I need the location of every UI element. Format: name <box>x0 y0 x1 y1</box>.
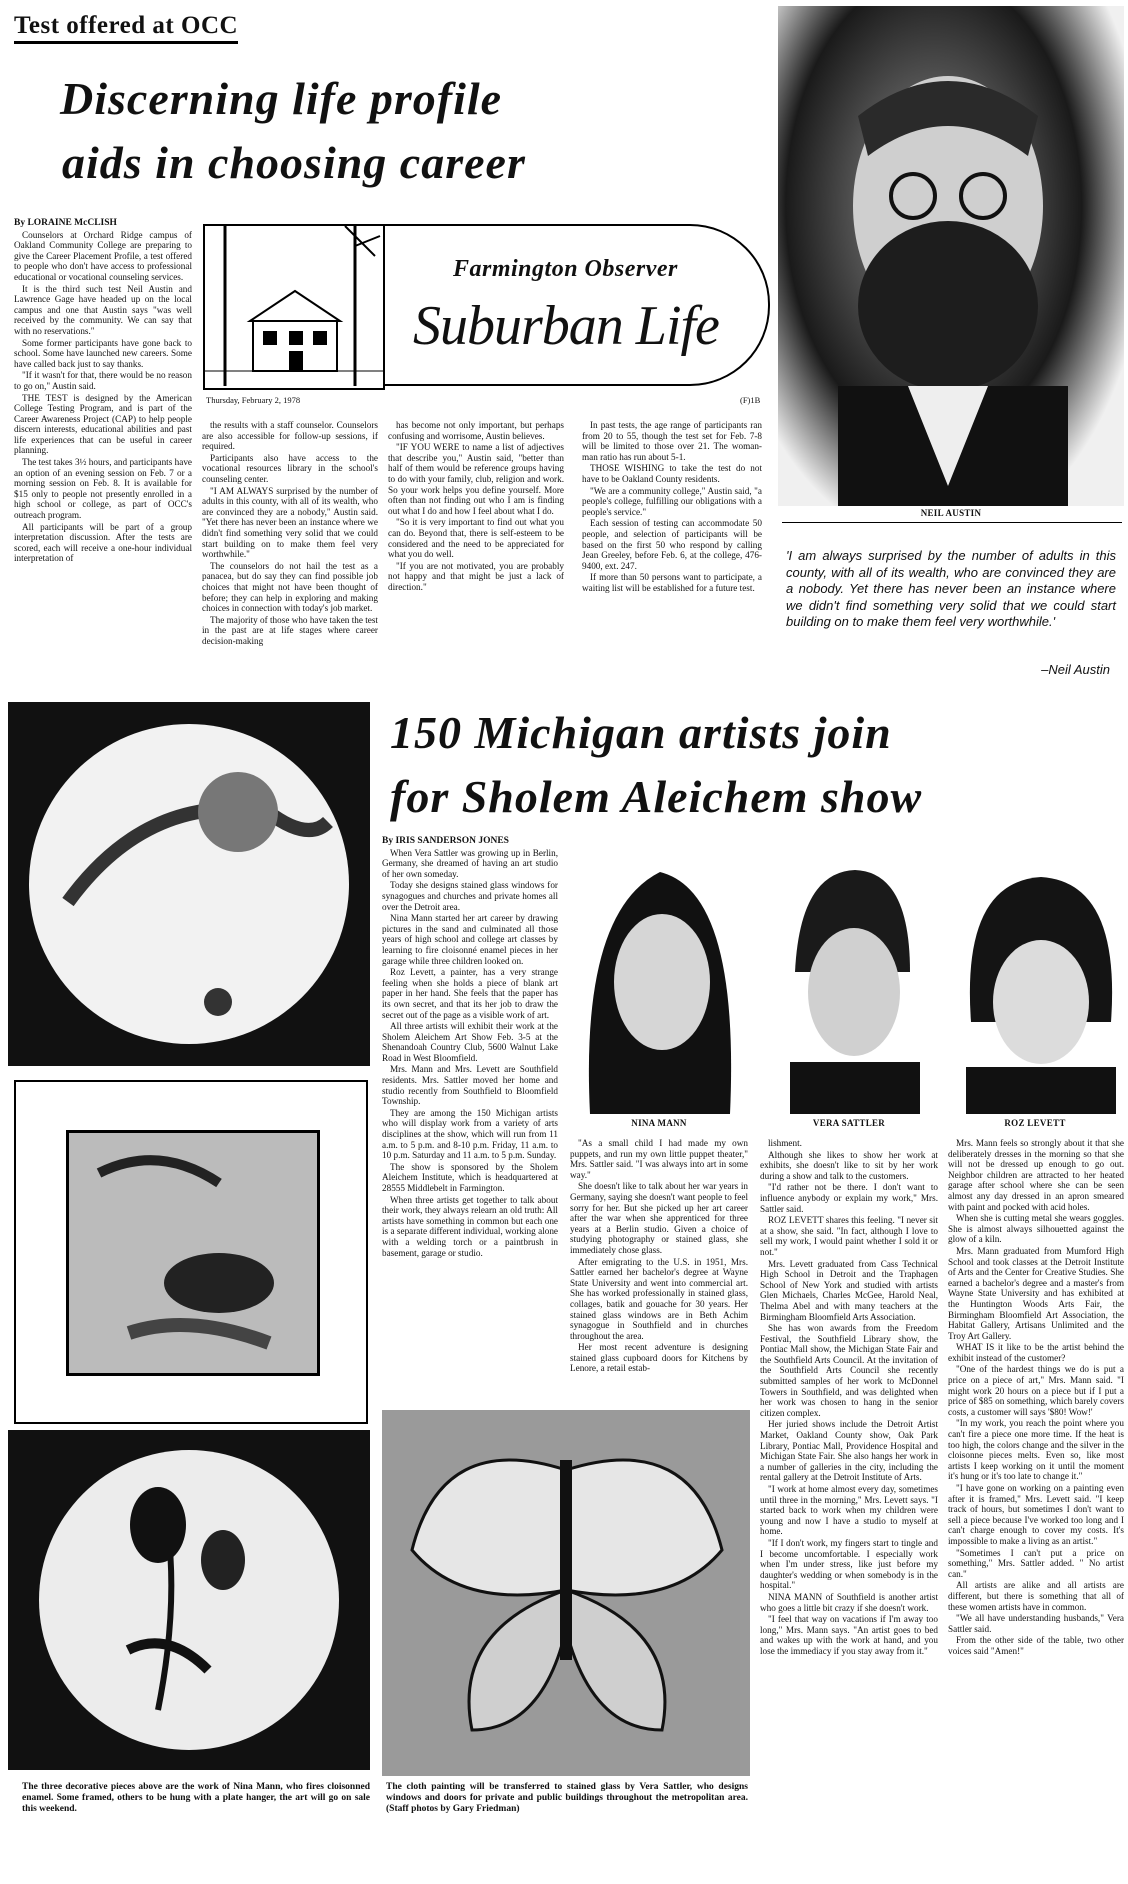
paragraph: "I have gone on working on a painting even after it is framed," Mrs. Levett said. "I keep track of hours, but sometimes I don't want to sell a piece because I've worked too long and I can't charge enough to cover my costs. It's impossible to make a living as an artist." <box>948 1483 1124 1546</box>
story2-col1 <box>382 836 558 1398</box>
pullquote-attribution: –Neil Austin <box>1041 662 1110 677</box>
masthead-house-image <box>203 224 385 390</box>
story1-headline-line2: aids in choosing career <box>62 137 526 188</box>
masthead-date: Thursday, February 2, 1978 <box>206 395 301 405</box>
story1-byline: By LORAINE McCLISH <box>14 218 117 228</box>
house-sketch <box>205 226 383 388</box>
neil-austin-caption: NEIL AUSTIN <box>920 508 982 518</box>
masthead-banner <box>383 224 770 386</box>
butterfly-art <box>382 1410 750 1776</box>
portrait-silhouette <box>778 6 1124 506</box>
paragraph: When Vera Sattler was growing up in Berlin, Germany, she dreamed of having an art studio of her own someday. <box>382 847 558 879</box>
paragraph: "I work at home almost every day, sometimes until three in the morning," Mrs. Levett says. "I started back to work when my children were young and now I have a studio to myself at home. <box>760 1484 938 1537</box>
paragraph: "Sometimes I can't put a price on something," Mrs. Sattler added. " No artist can." <box>948 1547 1124 1579</box>
paragraph: Mrs. Mann feels so strongly about it that she deliberately dresses in the morning so that she will not be dressed up enough to go out. Neighbor children are attracted to her heated garage after school where she can be seen almost any day dressed in an apron smeared with paint and pocked with acid holes. <box>948 1138 1124 1212</box>
story1-headline-line1: Discerning life profile <box>60 73 503 124</box>
roz-levett-photo <box>946 852 1124 1114</box>
roz-levett-caption: ROZ LEVETT <box>1004 1118 1066 1128</box>
neil-austin-photo <box>778 6 1124 506</box>
paragraph: the results with a staff counselor. Counselors are also accessible for follow-up sessions, if required. <box>202 420 378 452</box>
kicker: Test offered at OCC <box>14 12 238 44</box>
frame-inner <box>66 1130 320 1376</box>
story2-headline-line2: for Sholem Aleichem show <box>390 771 923 822</box>
masthead-section-name: Suburban Life <box>413 295 719 357</box>
paragraph: Roz Levett, a painter, has a very strange feeling when she holds a piece of blank art paper in her hand. She feels that the paper has its own secret, and that its her job to draw the secret out of the page as a visible work of art. <box>382 967 558 1020</box>
paragraph: From the other side of the table, two other voices said "Amen!" <box>948 1635 1124 1656</box>
paragraph: "As a small child I had made my own puppets, and run my own little puppet theater," Mrs. Sattler said. "I was always into art in some way." <box>570 1138 748 1180</box>
paragraph: All three artists will exhibit their work at the Sholem Aleichem Art Show Feb. 3-5 at the Shenandoah Country Club, 5600 Walnut Lake Road in West Bloomfield. <box>382 1021 558 1063</box>
masthead <box>203 224 773 386</box>
paragraph: All artists are alike and all artists are different, but there is something that all of these women artists have in common. <box>948 1580 1124 1612</box>
story2-col2 <box>570 1138 748 1398</box>
paragraph: Mrs. Mann and Mrs. Levett are Southfield residents. Mrs. Sattler moved her home and studio recently from Southfield to Bloomfield Township. <box>382 1064 558 1107</box>
paragraph: She has won awards from the Freedom Festival, the Southfield Library show, the Pontiac Mall show, the Michigan State Fair and the Southfield Arts Council. At the invitation of the Southfield Arts Council she recently submitted samples of her work to McDonnel Towers in Southfield, and was delighted when her work was chosen to hang in the senior citizen complex. <box>760 1323 938 1418</box>
story2-col3 <box>760 1138 938 1770</box>
paragraph: Mrs. Mann graduated from Mumford High School and took classes at the Detroit Institute of Arts and the Center for Creative Studies. She earned a bachelor's degree and a master's from Wayne State University and has exhibited at the Huntington Woods Arts Fair, the Birmingham Bloomfield Art Association, the Habitat Gallery, Artisans Unlimited and the Troy Art Gallery. <box>948 1245 1124 1341</box>
paragraph: In past tests, the age range of participants ran from 20 to 55, though the test set for Feb. 7-8 will be limited to those over 21. The woman-man ratio has run about 5-1. <box>582 420 762 462</box>
pullquote: 'I am always surprised by the number of adults in this county, with all of its wealth, who are convinced they are a nobody. Yet there has never been an instance where we didn't find something very solid that we could start building on to make them feel very worthwhile.' <box>786 548 1116 629</box>
paragraph: All participants will be part of a group interpretation discussion. After the tests are scored, each will receive a one-hour individual interpretation of <box>14 521 192 564</box>
bird-art <box>69 1133 317 1373</box>
paragraph: "I'd rather not be there. I don't want to influence anybody or explain my work," Mrs. Sattler said. <box>760 1182 938 1214</box>
tulip-plate-art <box>8 1430 370 1770</box>
paragraph: "So it is very important to find out what you can do. Beyond that, there is self-esteem to be considered and the need to be appreciated for what you do well. <box>388 517 564 560</box>
story1-col1 <box>14 218 192 676</box>
nina-mann-photo <box>570 852 748 1114</box>
paragraph: THE TEST is designed by the American College Testing Program, and is part of the Career Awareness Project (CAP) to help people discern interests, educational abilities and past life experiences that can be useful in career planning. <box>14 392 192 456</box>
enamel-plate-photo-1 <box>8 702 370 1066</box>
paragraph: Her juried shows include the Detroit Artist Market, Oakland County show, Oak Park Library, Pontiac Mall, Providence Hospital and Michigan State Fair. She also hangs her work in a number of galleries in the city, including the rental gallery at the Detroit Institute of Arts. <box>760 1419 938 1483</box>
story2-headline-line1: 150 Michigan artists join <box>390 707 892 758</box>
enamel-plate-photo-2 <box>8 1430 370 1770</box>
paragraph: After emigrating to the U.S. in 1951, Mrs. Sattler earned her bachelor's degree at Wayne State University and went into commercial art. She has worked professionally in stained glass, collages, batik and gouache for 30 years. Her stained glass windows are in Beth Achim synagogue in Southfield and in churches throughout the area. <box>570 1256 748 1341</box>
nina-mann-caption: NINA MANN <box>631 1118 687 1128</box>
paragraph: lishment. <box>768 1138 802 1148</box>
story2-byline: By IRIS SANDERSON JONES <box>382 836 509 846</box>
paragraph: Counselors at Orchard Ridge campus of Oakland Community College are preparing to give the Career Placement Profile, a test offered to people who don't have access to professional educational or vocational counseling services. <box>14 229 192 282</box>
butterfly-cloth-painting-photo <box>382 1410 750 1776</box>
story1-col2 <box>202 420 378 676</box>
caption-left: The three decorative pieces above are the work of Nina Mann, who fires cloisonned enamel. Some framed, others to be hung with a plate hanger, the art will go on sale this weekend. <box>22 1782 370 1814</box>
vera-sattler-photo <box>760 852 938 1114</box>
paragraph: It is the third such test Neil Austin and Lawrence Gage have headed up on the local campus and one that Austin says "was well received by the community. We can say that with no reservations." <box>14 283 192 336</box>
paragraph: THOSE WISHING to take the test do not have to be Oakland County residents. <box>582 463 762 484</box>
caption-middle: The cloth painting will be transferred to stained glass by Vera Sattler, who designs windows and doors for private and public buildings throughout the metropolitan area. (Staff photos by Gary Friedman) <box>386 1782 748 1814</box>
paragraph: has become not only important, but perhaps confusing and worrisome, Austin believes. <box>388 420 564 441</box>
paragraph: If more than 50 persons want to participate, a waiting list will be established for a future test. <box>582 572 762 593</box>
paragraph: Each session of testing can accommodate 50 people, and selection of participants will be based on the first 50 who respond by calling Jean Greeley, before Feb. 6, at the college, 476-9400, ext. 247. <box>582 518 762 571</box>
paragraph: When she is cutting metal she wears goggles. She is almost always silhouetted against the glow of a kiln. <box>948 1213 1124 1245</box>
paragraph: Some former participants have gone back to school. Some have launched new careers. Some have called back just to say thanks. <box>14 337 192 369</box>
paragraph: "I feel that way on vacations if I'm away too long," Mrs. Mann says. "An artist goes to bed and wakes up with the work at hand, and you lose the immediacy if you stay away from it." <box>760 1614 938 1656</box>
roz-levett-portrait <box>946 852 1124 1114</box>
story1-col4 <box>582 420 762 676</box>
paragraph: "If I don't work, my fingers start to tingle and I become uncomfortable. I especially work when I'm under stress, like just before my daughter's wedding or when somebody is in the hospital." <box>760 1537 938 1591</box>
paragraph: "IF YOU WERE to name a list of adjectives that describe you," Austin said, "better than half of them would be reference groups having to do with your family, club, religion and work. So your work helps you define yourself. More often than not finding out who I am is finding out what I do and how I feel about what I do. <box>388 442 564 516</box>
masthead-page: (F)1B <box>740 395 761 405</box>
paragraph: "If it wasn't for that, there would be no reason to go on," Austin said. <box>14 370 192 391</box>
framed-bird-art-photo <box>14 1080 368 1424</box>
story1-col3 <box>388 420 564 676</box>
paragraph: The test takes 3½ hours, and participants have an option of an evening session on Feb. 7 or a morning session on Feb. 8. It is available for $15 only to people not presently enrolled in a high school or college, as part of OCC's outreach program. <box>14 457 192 521</box>
pullquote-rule <box>782 522 1122 523</box>
plate-art <box>8 702 370 1066</box>
story2-col4 <box>948 1138 1124 1878</box>
paragraph: Participants also have access to the vocational resources library in the school's counseling center. <box>202 452 378 484</box>
paragraph: ROZ LEVETT shares this feeling. "I never sit at a show, she said. "In fact, although I love to sell my work, I would paint whether I sold it or not." <box>760 1215 938 1257</box>
paragraph: "In my work, you reach the point where you can't fire a piece one more time. If the heat is too high, the colors change and the silver in the cloisonne pieces melts. Even so, like most artists I keep working on it until the moment it's hung or it's too late to change it." <box>948 1418 1124 1482</box>
paragraph: "We are a community college," Austin said, "a people's college, fulfilling our obligations with a people's service." <box>582 485 762 517</box>
vera-sattler-portrait <box>760 852 938 1114</box>
paragraph: Although she likes to show her work at exhibits, she doesn't like to sit by her work during a show and talk to the customers. <box>760 1149 938 1181</box>
vera-sattler-caption: VERA SATTLER <box>812 1118 886 1128</box>
paragraph: She doesn't like to talk about her war years in Germany, saying she doesn't want people to feel sorry for her. But she picked up her art career after the war when she apprenticed for three years at a Berlin studio. Given a choice of studying photography or stained glass, she immediately chose glass. <box>570 1181 748 1255</box>
paragraph: Nina Mann started her art career by drawing pictures in the sand and culminated all those years of high school and college art classes by learning to fire cloisonné enamel pieces in her garage while three children looked on. <box>382 913 558 966</box>
paragraph: Mrs. Levett graduated from Cass Technical High School in Detroit and the Traphagen School of New York and studied with artists Glen Michaels, Charles McGee, Harold Neal, Thelma Abel and with many teachers at the Birmingham Bloomfield Arts Association. <box>760 1258 938 1322</box>
paragraph: "We all have understanding husbands," Vera Sattler said. <box>948 1613 1124 1634</box>
paragraph: The show is sponsored by the Sholem Aleichem Institute, which is headquartered at 28555 Middlebelt in Farmington. <box>382 1161 558 1193</box>
paragraph: Today she designs stained glass windows for synagogues and churches and private homes all over the Detroit area. <box>382 880 558 912</box>
paragraph: NINA MANN of Southfield is another artist who goes a little bit crazy if she doesn't work. <box>760 1591 938 1613</box>
masthead-paper-name: Farmington Observer <box>453 256 678 282</box>
paragraph: Her most recent adventure is designing stained glass cupboard doors for Kitchens by Lenore, a retail estab- <box>570 1342 748 1374</box>
paragraph: "One of the hardest things we do is put a price on a piece of art," Mrs. Mann said. "I might work 20 hours on a piece but if I put a price of $85 on something, which barely covers costs, a customer will says '$80! Wow!' <box>948 1364 1124 1417</box>
paragraph: "If you are not motivated, you are probably not happy and that might be just a lack of direction." <box>388 560 564 592</box>
paragraph: The counselors do not hail the test as a panacea, but do say they can find possible job choices that might not have been thought of before; they can help in exploring and making choices in connection with today's job market. <box>202 560 378 614</box>
paragraph: They are among the 150 Michigan artists who will display work from a variety of arts disciplines at the show, which will run from 11 a.m. to 5 p.m. and 8-10 p.m. Friday, 11 a.m. to 10 p.m. Saturday and 11 a.m. to 5 p.m. Sunday. <box>382 1107 558 1161</box>
paragraph: The majority of those who have taken the test in the past are at life stages where career decision-making <box>202 614 378 646</box>
nina-mann-portrait <box>570 852 748 1114</box>
paragraph: WHAT IS it like to be the artist behind the exhibit instead of the customer? <box>948 1342 1124 1363</box>
paragraph: "I AM ALWAYS surprised by the number of adults in this county, with all of its wealth, who are convinced they are a nobody," Austin said. "Yet there has never been an instance where we didn't find something very solid that we could start building on to make them feel very worthwhile." <box>202 485 378 560</box>
paragraph: When three artists get together to talk about their work, they always relearn an old truth: All artists have something in common but each one is a separate different individual, working alone with a welding torch or a paintbrush in basement, garage or studio. <box>382 1194 558 1258</box>
